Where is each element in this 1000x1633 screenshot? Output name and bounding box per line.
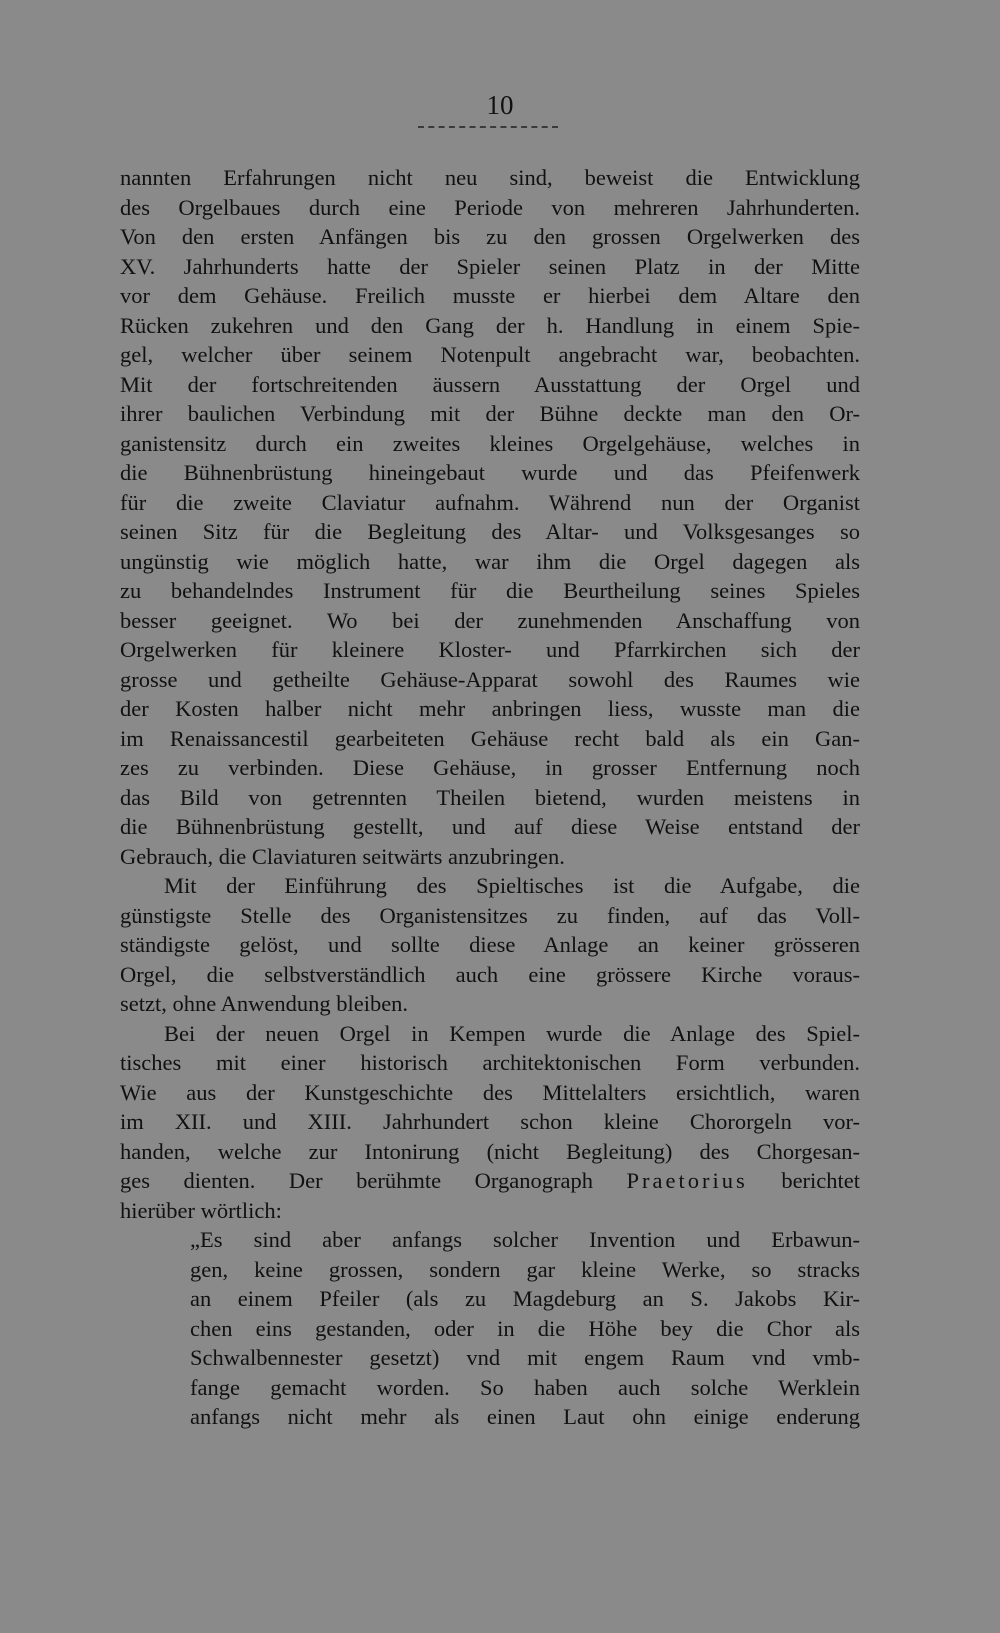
text-line: Orgelwerken für kleinere Kloster- und Pfarrkirchen sich der (120, 637, 860, 662)
text-line: ganistensitz durch ein zweites kleines Orgelgehäuse, welches in (120, 430, 860, 456)
text-line: Gebrauch, die Claviaturen seitwärts anzubringen. (120, 843, 565, 869)
text-line: seinen Sitz für die Begleitung des Altar- und Volksgesanges so (120, 519, 860, 544)
quote-line: anfangs nicht mehr als einen Laut ohn einige enderung (190, 1404, 860, 1429)
text-line: des Orgelbaues durch eine Periode von mehreren Jahrhunderten. (120, 194, 860, 220)
page-number-rule (418, 126, 558, 128)
text-line: besser geeignet. Wo bei der zunehmenden Anschaffung von (120, 607, 860, 633)
text-line: ihrer baulichen Verbindung mit der Bühne deckte man den Or- (120, 401, 860, 426)
text-line: im XII. und XIII. Jahrhundert schon kleine Chororgeln vor- (120, 1109, 860, 1134)
text-line: Bei der neuen Orgel in Kempen wurde die Anlage des Spiel- (164, 1020, 860, 1046)
text-line: für die zweite Claviatur aufnahm. Während nun der Organist (120, 489, 860, 515)
text-line: Orgel, die selbstverständlich auch eine grössere Kirche voraus- (120, 961, 860, 987)
quote-line: „Es sind aber anfangs solcher Invention und Erbawun- (190, 1227, 860, 1252)
text-line: der Kosten halber nicht mehr anbringen liess, wusste man die (120, 696, 860, 721)
paragraph-2 (120, 871, 860, 1019)
text-line: die Bühnenbrüstung gestellt, und auf diese Weise entstand der (120, 814, 860, 839)
text-line: Rücken zukehren und den Gang der h. Handlung in einem Spie- (120, 312, 860, 338)
text-segment: berichtet (781, 1168, 860, 1193)
quote-line: gen, keine grossen, sondern gar kleine Werke, so stracks (190, 1256, 860, 1282)
body-text (120, 163, 860, 1432)
text-line: setzt, ohne Anwendung bleiben. (120, 991, 409, 1016)
block-quote (120, 1225, 860, 1432)
quote-line: fange gemacht worden. So haben auch solche Werklein (190, 1374, 860, 1400)
text-line: gel, welcher über seinem Notenpult angebracht war, beobachten. (120, 342, 860, 367)
text-line: zes zu verbinden. Diese Gehäuse, in grosser Entfernung noch (120, 755, 860, 780)
text-line: günstigste Stelle des Organistensitzes zu finden, auf das Voll- (120, 902, 860, 928)
text-line: Mit der Einführung des Spieltisches ist die Aufgabe, die (164, 873, 860, 898)
text-line: das Bild von getrennten Theilen bietend, wurden meistens in (120, 784, 860, 810)
text-line: im Renaissancestil gearbeiteten Gehäuse recht bald als ein Gan- (120, 725, 860, 751)
text-line: hierüber wörtlich: (120, 1197, 282, 1223)
text-line: vor dem Gehäuse. Freilich musste er hierbei dem Altare den (120, 283, 860, 308)
text-line: zu behandelndes Instrument für die Beurtheilung seines Spieles (120, 578, 860, 603)
text-line: XV. Jahrhunderts hatte der Spieler seinen Platz in der Mitte (120, 253, 860, 279)
quote-line: Schwalbennester gesetzt) vnd mit engem Raum vnd vmb- (190, 1345, 860, 1370)
text-line: tisches mit einer historisch architektonischen Form verbunden. (120, 1050, 860, 1075)
text-line: handen, welche zur Intonirung (nicht Begleitung) des Chorgesan- (120, 1138, 860, 1164)
text-line: die Bühnenbrüstung hineingebaut wurde und das Pfeifenwerk (120, 460, 860, 485)
text-line: ständigste gelöst, und sollte diese Anlage an keiner grösseren (120, 932, 860, 957)
page-number: 10 (486, 90, 514, 120)
quote-line: chen eins gestanden, oder in die Höhe bey die Chor als (190, 1315, 860, 1341)
paragraph-1 (120, 163, 860, 871)
spaced-author-name: Praetorius (626, 1168, 748, 1193)
text-line-with-name (120, 1166, 860, 1196)
paragraph-3 (120, 1019, 860, 1226)
text-line: Wie aus der Kunstgeschichte des Mittelalters ersichtlich, waren (120, 1079, 860, 1105)
quote-line: an einem Pfeiler (als zu Magdeburg an S. Jakobs Kir- (190, 1286, 860, 1311)
text-line: Von den ersten Anfängen bis zu den grossen Orgelwerken des (120, 224, 860, 249)
text-line: ungünstig wie möglich hatte, war ihm die Orgel dagegen als (120, 548, 860, 574)
text-line: Mit der fortschreitenden äussern Ausstattung der Orgel und (120, 371, 860, 397)
text-line: grosse und getheilte Gehäuse-Apparat sowohl des Raumes wie (120, 666, 860, 692)
text-segment: ges dienten. Der berühmte Organograph (120, 1168, 593, 1193)
text-line: nannten Erfahrungen nicht neu sind, beweist die Entwicklung (120, 165, 860, 190)
